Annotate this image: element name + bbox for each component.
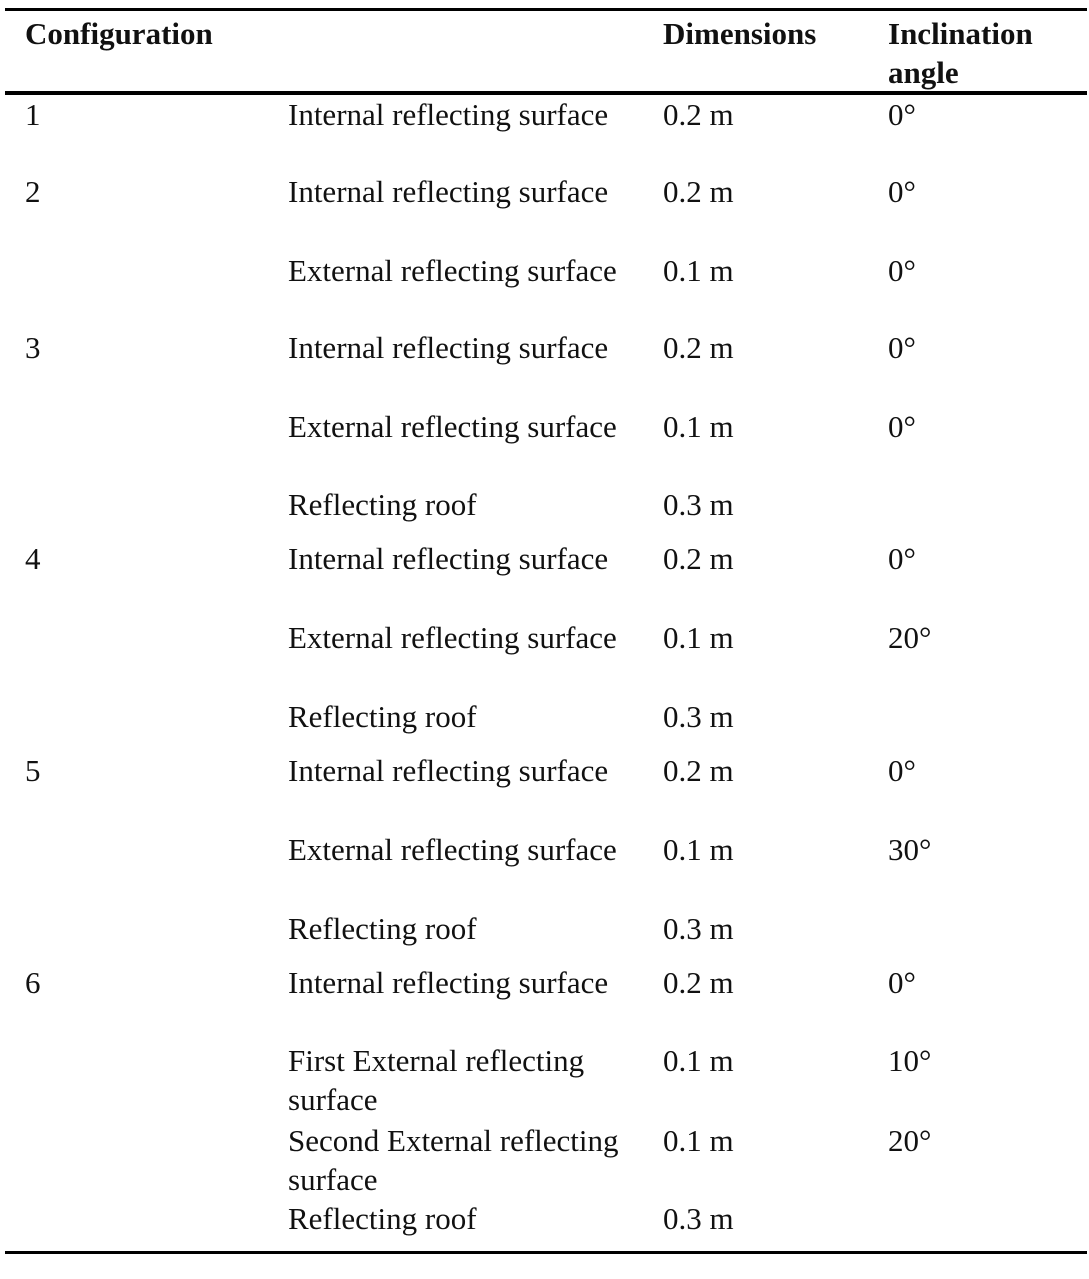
table-row: [5, 1121, 1087, 1201]
cell-component: Reflecting roof: [288, 1201, 477, 1236]
cell-component: Reflecting roof: [288, 911, 477, 946]
cell-dimensions: 0.1 m: [663, 620, 734, 655]
cell-configuration: 3: [25, 330, 41, 365]
cell-component: External reflecting surface: [288, 409, 617, 444]
cell-dimensions: 0.3 m: [663, 699, 734, 734]
cell-component: First External reflecting surface: [288, 1043, 585, 1117]
cell-component: External reflecting surface: [288, 253, 617, 288]
configuration-table: [5, 8, 1087, 95]
table-row: [5, 830, 1087, 910]
table-row: [5, 751, 1087, 831]
cell-dimensions: 0.3 m: [663, 911, 734, 946]
table-row: [5, 407, 1087, 487]
cell-inclination-angle: 0°: [888, 174, 916, 209]
cell-dimensions: 0.3 m: [663, 487, 734, 522]
cell-configuration: 5: [25, 753, 41, 788]
cell-dimensions: 0.2 m: [663, 753, 734, 788]
table-row: [5, 963, 1087, 1043]
cell-configuration: 1: [25, 97, 41, 132]
table-row: [5, 1199, 1087, 1279]
cell-dimensions: 0.2 m: [663, 965, 734, 1000]
table-row: [5, 328, 1087, 408]
cell-inclination-angle: 0°: [888, 541, 916, 576]
cell-component: Internal reflecting surface: [288, 753, 609, 788]
cell-component: Reflecting roof: [288, 699, 477, 734]
cell-dimensions: 0.1 m: [663, 1043, 734, 1078]
table-bottom-rule: [5, 1251, 1087, 1254]
cell-dimensions: 0.1 m: [663, 832, 734, 867]
header-inclination-angle: Inclination angle: [888, 16, 1033, 90]
table-row: [5, 95, 1087, 175]
cell-inclination-angle: 20°: [888, 620, 932, 655]
cell-dimensions: 0.2 m: [663, 541, 734, 576]
cell-component: Internal reflecting surface: [288, 330, 609, 365]
cell-component: Internal reflecting surface: [288, 965, 609, 1000]
cell-inclination-angle: 0°: [888, 97, 916, 132]
cell-inclination-angle: 0°: [888, 330, 916, 365]
header-configuration: Configuration: [25, 16, 213, 51]
table-row: [5, 539, 1087, 619]
cell-component: Internal reflecting surface: [288, 541, 609, 576]
cell-inclination-angle: 10°: [888, 1043, 932, 1078]
cell-inclination-angle: 20°: [888, 1123, 932, 1158]
table-row: [5, 1041, 1087, 1121]
table-row: [5, 251, 1087, 331]
cell-dimensions: 0.2 m: [663, 97, 734, 132]
cell-dimensions: 0.1 m: [663, 1123, 734, 1158]
header-dimensions: Dimensions: [663, 16, 817, 51]
cell-component: External reflecting surface: [288, 832, 617, 867]
cell-component: Internal reflecting surface: [288, 97, 609, 132]
cell-inclination-angle: 0°: [888, 253, 916, 288]
cell-dimensions: 0.3 m: [663, 1201, 734, 1236]
cell-component: External reflecting surface: [288, 620, 617, 655]
table-header: [5, 11, 1087, 91]
table-row: [5, 618, 1087, 698]
cell-dimensions: 0.2 m: [663, 174, 734, 209]
cell-component: Internal reflecting surface: [288, 174, 609, 209]
cell-dimensions: 0.2 m: [663, 330, 734, 365]
table-row: [5, 172, 1087, 252]
cell-configuration: 6: [25, 965, 41, 1000]
cell-configuration: 4: [25, 541, 41, 576]
cell-component: Reflecting roof: [288, 487, 477, 522]
cell-dimensions: 0.1 m: [663, 409, 734, 444]
cell-inclination-angle: 0°: [888, 753, 916, 788]
cell-inclination-angle: 0°: [888, 965, 916, 1000]
cell-inclination-angle: 30°: [888, 832, 932, 867]
cell-dimensions: 0.1 m: [663, 253, 734, 288]
cell-inclination-angle: 0°: [888, 409, 916, 444]
cell-component: Second External reflecting surface: [288, 1123, 619, 1197]
cell-configuration: 2: [25, 174, 41, 209]
